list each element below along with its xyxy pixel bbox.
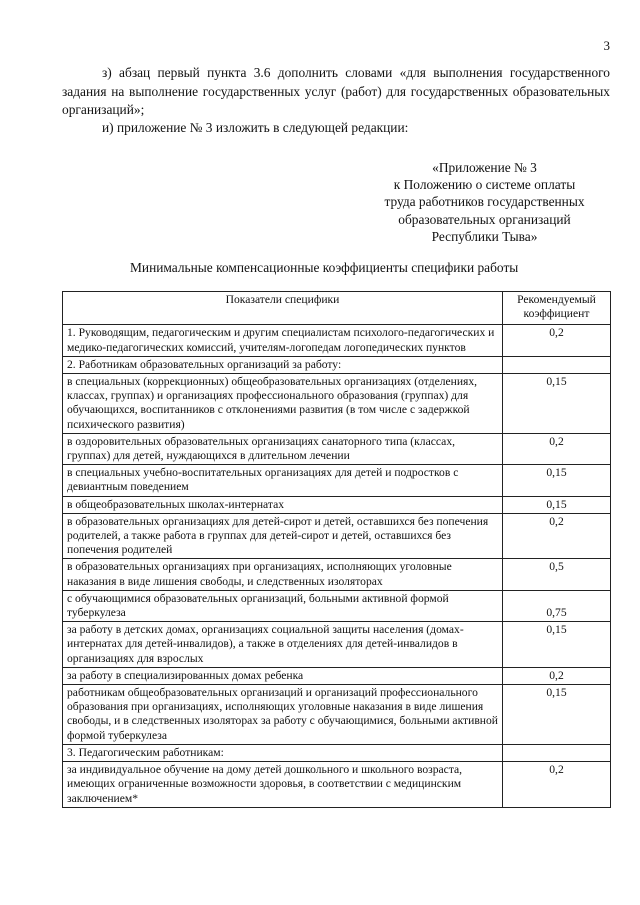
table-row xyxy=(63,496,611,513)
row-coefficient-value: 0,15 xyxy=(503,374,611,434)
table-body xyxy=(63,325,611,807)
row-indicator-text: 2. Работникам образовательных организаций за работу: xyxy=(63,356,503,373)
row-indicator-text: работникам общеобразовательных организаций и организаций профессионального образования при организациях, исполняющих уголовные наказания в виде лишения свободы, и в следственных изоляторах за работу с обучающимися, больными активной формой туберкулеза xyxy=(63,685,503,745)
table-row xyxy=(63,433,611,464)
table-title: Минимальные компенсационные коэффициенты специфики работы xyxy=(130,260,519,275)
table-header-row xyxy=(63,292,611,325)
row-indicator-text: в специальных учебно-воспитательных организациях для детей и подростков с девиантным поведением xyxy=(63,465,503,496)
row-indicator-text: за работу в специализированных домах ребенка xyxy=(63,667,503,684)
table-row xyxy=(63,590,611,621)
paragraph-z-text: з) абзац первый пункта 3.6 дополнить словами «для выполнения государственного задания на выполнение государственных услуг (работ) для государственных образовательных организаций»; xyxy=(62,65,610,117)
row-coefficient-value: 0,15 xyxy=(503,685,611,745)
table-row xyxy=(63,559,611,590)
table-row xyxy=(63,622,611,668)
table-row xyxy=(63,356,611,373)
coefficients-table xyxy=(62,291,611,808)
paragraph-i-text: и) приложение № 3 изложить в следующей редакции: xyxy=(102,120,409,135)
appendix-line: Республики Тыва» xyxy=(431,228,538,244)
appendix-line: к Положению о системе оплаты xyxy=(393,177,576,193)
row-coefficient-value: 0,2 xyxy=(503,667,611,684)
page-number: 3 xyxy=(603,38,610,53)
table-row xyxy=(63,667,611,684)
row-indicator-text: в общеобразовательных школах-интернатах xyxy=(63,496,503,513)
column-header-indicators: Показатели специфики xyxy=(63,292,503,325)
table-row xyxy=(63,762,611,808)
row-coefficient-value xyxy=(503,356,611,373)
row-indicator-text: в образовательных организациях при организациях, исполняющих уголовные наказания в виде лишения свободы, и следственных изоляторах xyxy=(63,559,503,590)
row-coefficient-value: 0,15 xyxy=(503,465,611,496)
table-row xyxy=(63,465,611,496)
appendix-header xyxy=(372,159,597,245)
table-row xyxy=(63,744,611,761)
table-row xyxy=(63,685,611,745)
row-indicator-text: за индивидуальное обучение на дому детей дошкольного и школьного возраста, имеющих ограниченные возможности здоровья, в соответствии с медицинским заключением* xyxy=(63,762,503,808)
row-indicator-text: в образовательных организациях для детей-сирот и детей, оставшихся без попечения родителей, а также работа в группах для детей-сирот и детей, оставшихся без попечения родителей xyxy=(63,513,503,559)
paragraph-i xyxy=(62,119,610,138)
row-indicator-text: 3. Педагогическим работникам: xyxy=(63,744,503,761)
paragraph-z xyxy=(62,64,610,120)
table-row xyxy=(63,374,611,434)
row-coefficient-value: 0,5 xyxy=(503,559,611,590)
row-indicator-text: с обучающимися образовательных организаций, больными активной формой туберкулеза xyxy=(63,590,503,621)
row-coefficient-value: 0,2 xyxy=(503,762,611,808)
row-coefficient-value: 0,75 xyxy=(503,590,611,621)
appendix-line: «Приложение № 3 xyxy=(432,160,537,175)
row-coefficient-value xyxy=(503,744,611,761)
row-coefficient-value: 0,2 xyxy=(503,513,611,559)
column-header-coefficient: Рекомендуемый коэффициент xyxy=(503,292,611,325)
row-indicator-text: за работу в детских домах, организациях социальной защиты населения (домах-интернатах для детей-инвалидов), а также в отделениях для детей-инвалидов в организациях для взрослых xyxy=(63,622,503,668)
row-coefficient-value: 0,2 xyxy=(503,325,611,356)
row-coefficient-value: 0,15 xyxy=(503,496,611,513)
row-indicator-text: 1. Руководящим, педагогическим и другим специалистам психолого-педагогических и медико-педагогических комиссий, учителям-логопедам логопедических пунктов xyxy=(63,325,503,356)
row-indicator-text: в специальных (коррекционных) общеобразовательных организациях (отделениях, классах, группах) и организациях профессионального образования (группах) для обучающихся, воспитанников с отклонениями развития (в том числе с задержкой психического развития) xyxy=(63,374,503,434)
row-indicator-text: в оздоровительных образовательных организациях санаторного типа (классах, группах) для детей, нуждающихся в длительном лечении xyxy=(63,433,503,464)
table-row xyxy=(63,513,611,559)
appendix-line: труда работников государственных xyxy=(384,194,585,210)
row-coefficient-value: 0,2 xyxy=(503,433,611,464)
row-coefficient-value: 0,15 xyxy=(503,622,611,668)
table-row xyxy=(63,325,611,356)
appendix-line: образовательных организаций xyxy=(398,211,571,227)
